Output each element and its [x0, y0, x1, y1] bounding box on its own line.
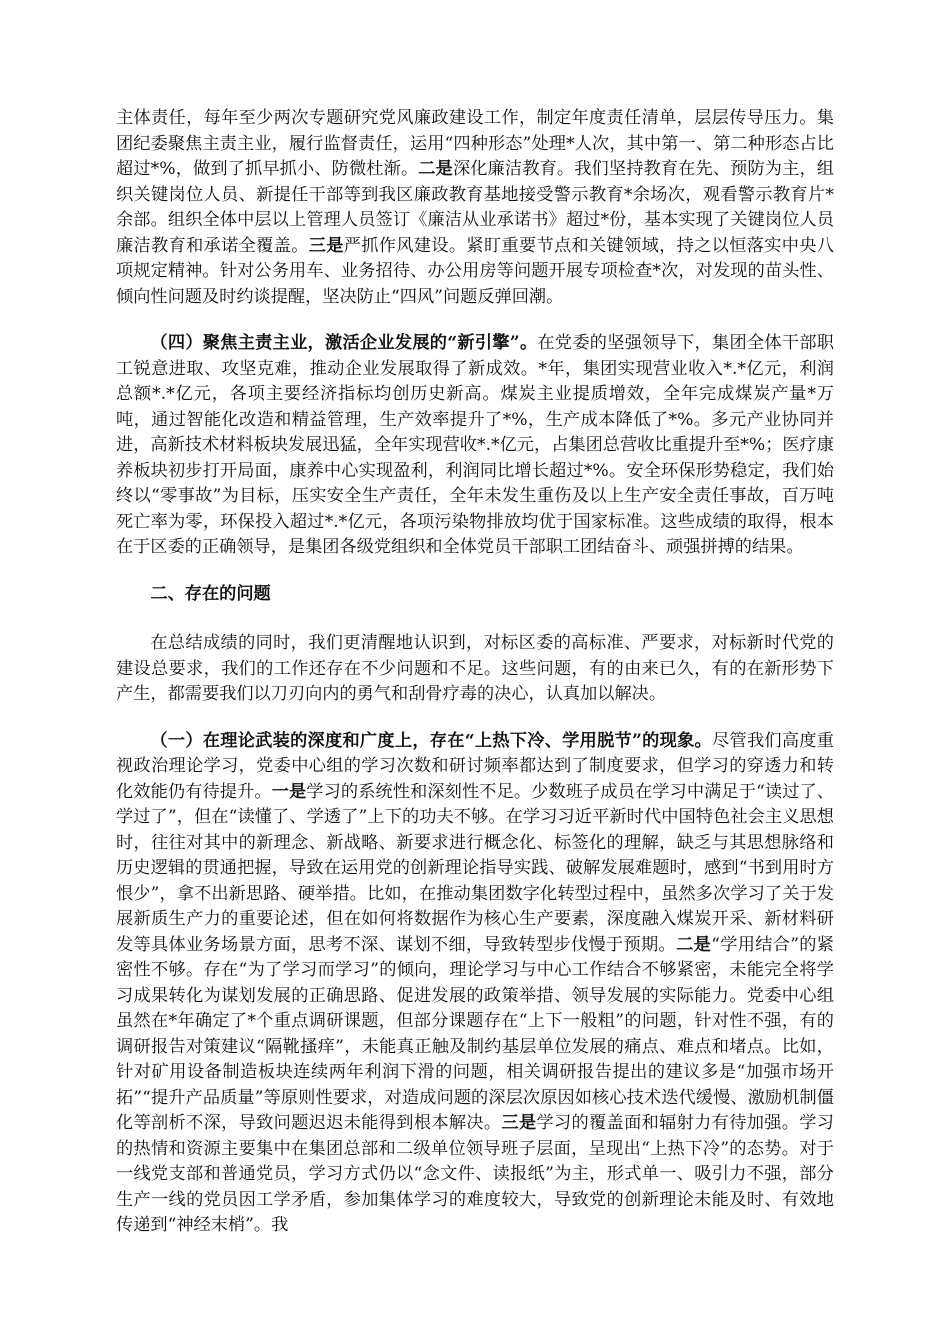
- point-marker: 二是: [676, 934, 712, 955]
- point-marker: 三是: [501, 1113, 537, 1133]
- paragraph-text: 尽管我们高度重视政治理论学习，党委中心组的学习次数和研讨频率都达到了制度要求，但学习的穿透力和转化效能仍有待提升。: [116, 730, 834, 802]
- paragraph-heading: （一）在理论武装的深度和广度上，存在“上热下冷、学用脱节”的现象。: [150, 730, 713, 751]
- paragraph-text: 严抓作风建设。紧盯重要节点和关键领域，持之以恒落实中央八项规定精神。针对公务用车、业务招待、办公用房等问题开展专项检查*次，对发现的苗头性、倾向性问题及时约谈提醒，坚决防止“四风”问题反弹回潮。: [116, 235, 834, 307]
- paragraph-text: 学习的覆盖面和辐射力有待加强。学习的热情和资源主要集中在集团总部和二级单位领导班子层面，呈现出“上热下冷”的态势。对于一线党支部和普通党员，学习方式仍以“念文件、读报纸”为主，形式单一、吸引力不强，部分生产一线的党员因工学矛盾，参加集体学习的难度较大，导致党的创新理论未能及时、有效地传递到“神经末梢”。我: [116, 1113, 834, 1235]
- section-title: 二、存在的问题: [150, 583, 271, 604]
- paragraph-discipline: [116, 106, 834, 310]
- paragraph-theory: [116, 729, 834, 1239]
- point-marker: 二是: [418, 159, 453, 179]
- point-marker: 三是: [308, 235, 344, 256]
- point-marker: 一是: [271, 781, 307, 802]
- paragraph-text: “学用结合”的紧密性不够。存在“为了学习而学习”的倾向，理论学习与中心工作结合不够紧密，未能完全将学习成果转化为谋划发展的正确思路、促进发展的政策举措、领导发展的实际能力。党委中心组虽然在*年确定了*个重点调研课题，但部分课题存在“上下一般粗”的问题，针对性不强，有的调研报告对策建议“隔靴搔痒”，未能真正触及制约基层单位发展的痛点、难点和堵点。比如，针对矿用设备制造板块连续两年利润下滑的问题，相关调研报告提出的建议多是“加强市场开拓”“提升产品质量”等原则性要求，对造成问题的深层次原因如核心技术迭代缓慢、激励机制僵化等剖析不深，导致问题迟迟未能得到根本解决。: [116, 934, 834, 1133]
- paragraph-text: 在党委的坚强领导下，集团全体干部职工锐意进取、攻坚克难，推动企业发展取得了新成效。*年，集团实现营业收入*.*亿元，利润总额*.*亿元，各项主要经济指标均创历史新高。煤炭主业提质增效，全年完成煤炭产量*万吨，通过智能化改造和精益管理，生产效率提升了*%，生产成本降低了*%。多元产业协同并进，高新技术材料板块发展迅猛，全年实现营收*.*亿元，占集团总营收比重提升至*%；医疗康养板块初步打开局面，康养中心实现盈利，利润同比增长超过*%。安全环保形势稳定，我们始终以“零事故”为目标，压实安全生产责任，全年未发生重伤及以上生产安全责任事故，百万吨死亡率为零，环保投入超过*.*亿元，各项污染物排放均优于国家标准。这些成绩的取得，根本在于区委的正确领导，是集团各级党组织和全体党员干部职工团结奋斗、顽强拼搏的结果。: [116, 333, 834, 557]
- paragraph-text: 学习的系统性和深刻性不足。少数班子成员在学习中满足于“读过了、学过了”，但在“读懂了、学透了”上下的功夫不够。在学习习近平新时代中国特色社会主义思想时，往往对其中的新理念、新战略、新要求进行概念化、标签化的理解，缺乏与其思想脉络和历史逻辑的贯通把握，导致在运用党的创新理论指导实践、破解发展难题时，感到“书到用时方恨少”，拿不出新思路、硬举措。比如，在推动集团数字化转型过程中，虽然多次学习了关于发展新质生产力的重要论述，但在如何将数据作为核心生产要素，深度融入煤炭开采、新材料研发等具体业务场景方面，思考不深、谋划不细，导致转型步伐慢于预期。: [116, 781, 834, 955]
- paragraph-business: [116, 331, 834, 561]
- paragraph-intro: 在总结成绩的同时，我们更清醒地认识到，对标区委的高标准、严要求，对标新时代党的建设总要求，我们的工作还存在不少问题和不足。这些问题，有的由来已久，有的在新形势下产生，都需要我们以刀刃向内的勇气和刮骨疗毒的决心，认真加以解决。: [116, 633, 834, 704]
- paragraph-text: 深化廉洁教育。我们坚持教育在先、预防为主，组织关键岗位人员、新提任干部等到我区廉政教育基地接受警示教育*余场次，观看警示教育片*余部。组织全体中层以上管理人员签订《廉洁从业承诺书》超过*份，基本实现了关键岗位人员廉洁教育和承诺全覆盖。: [116, 159, 834, 256]
- paragraph-text: 主体责任，每年至少两次专题研究党风廉政建设工作，制定年度责任清单，层层传导压力。集团纪委聚焦主责主业，履行监督责任，运用“四种形态”处理*人次，其中第一、第二种形态占比超过*%，做到了抓早抓小、防微杜渐。: [116, 108, 834, 179]
- paragraph-heading: （四）聚焦主责主业，激活企业发展的“新引擎”。: [150, 333, 538, 353]
- document-body: [116, 106, 834, 1239]
